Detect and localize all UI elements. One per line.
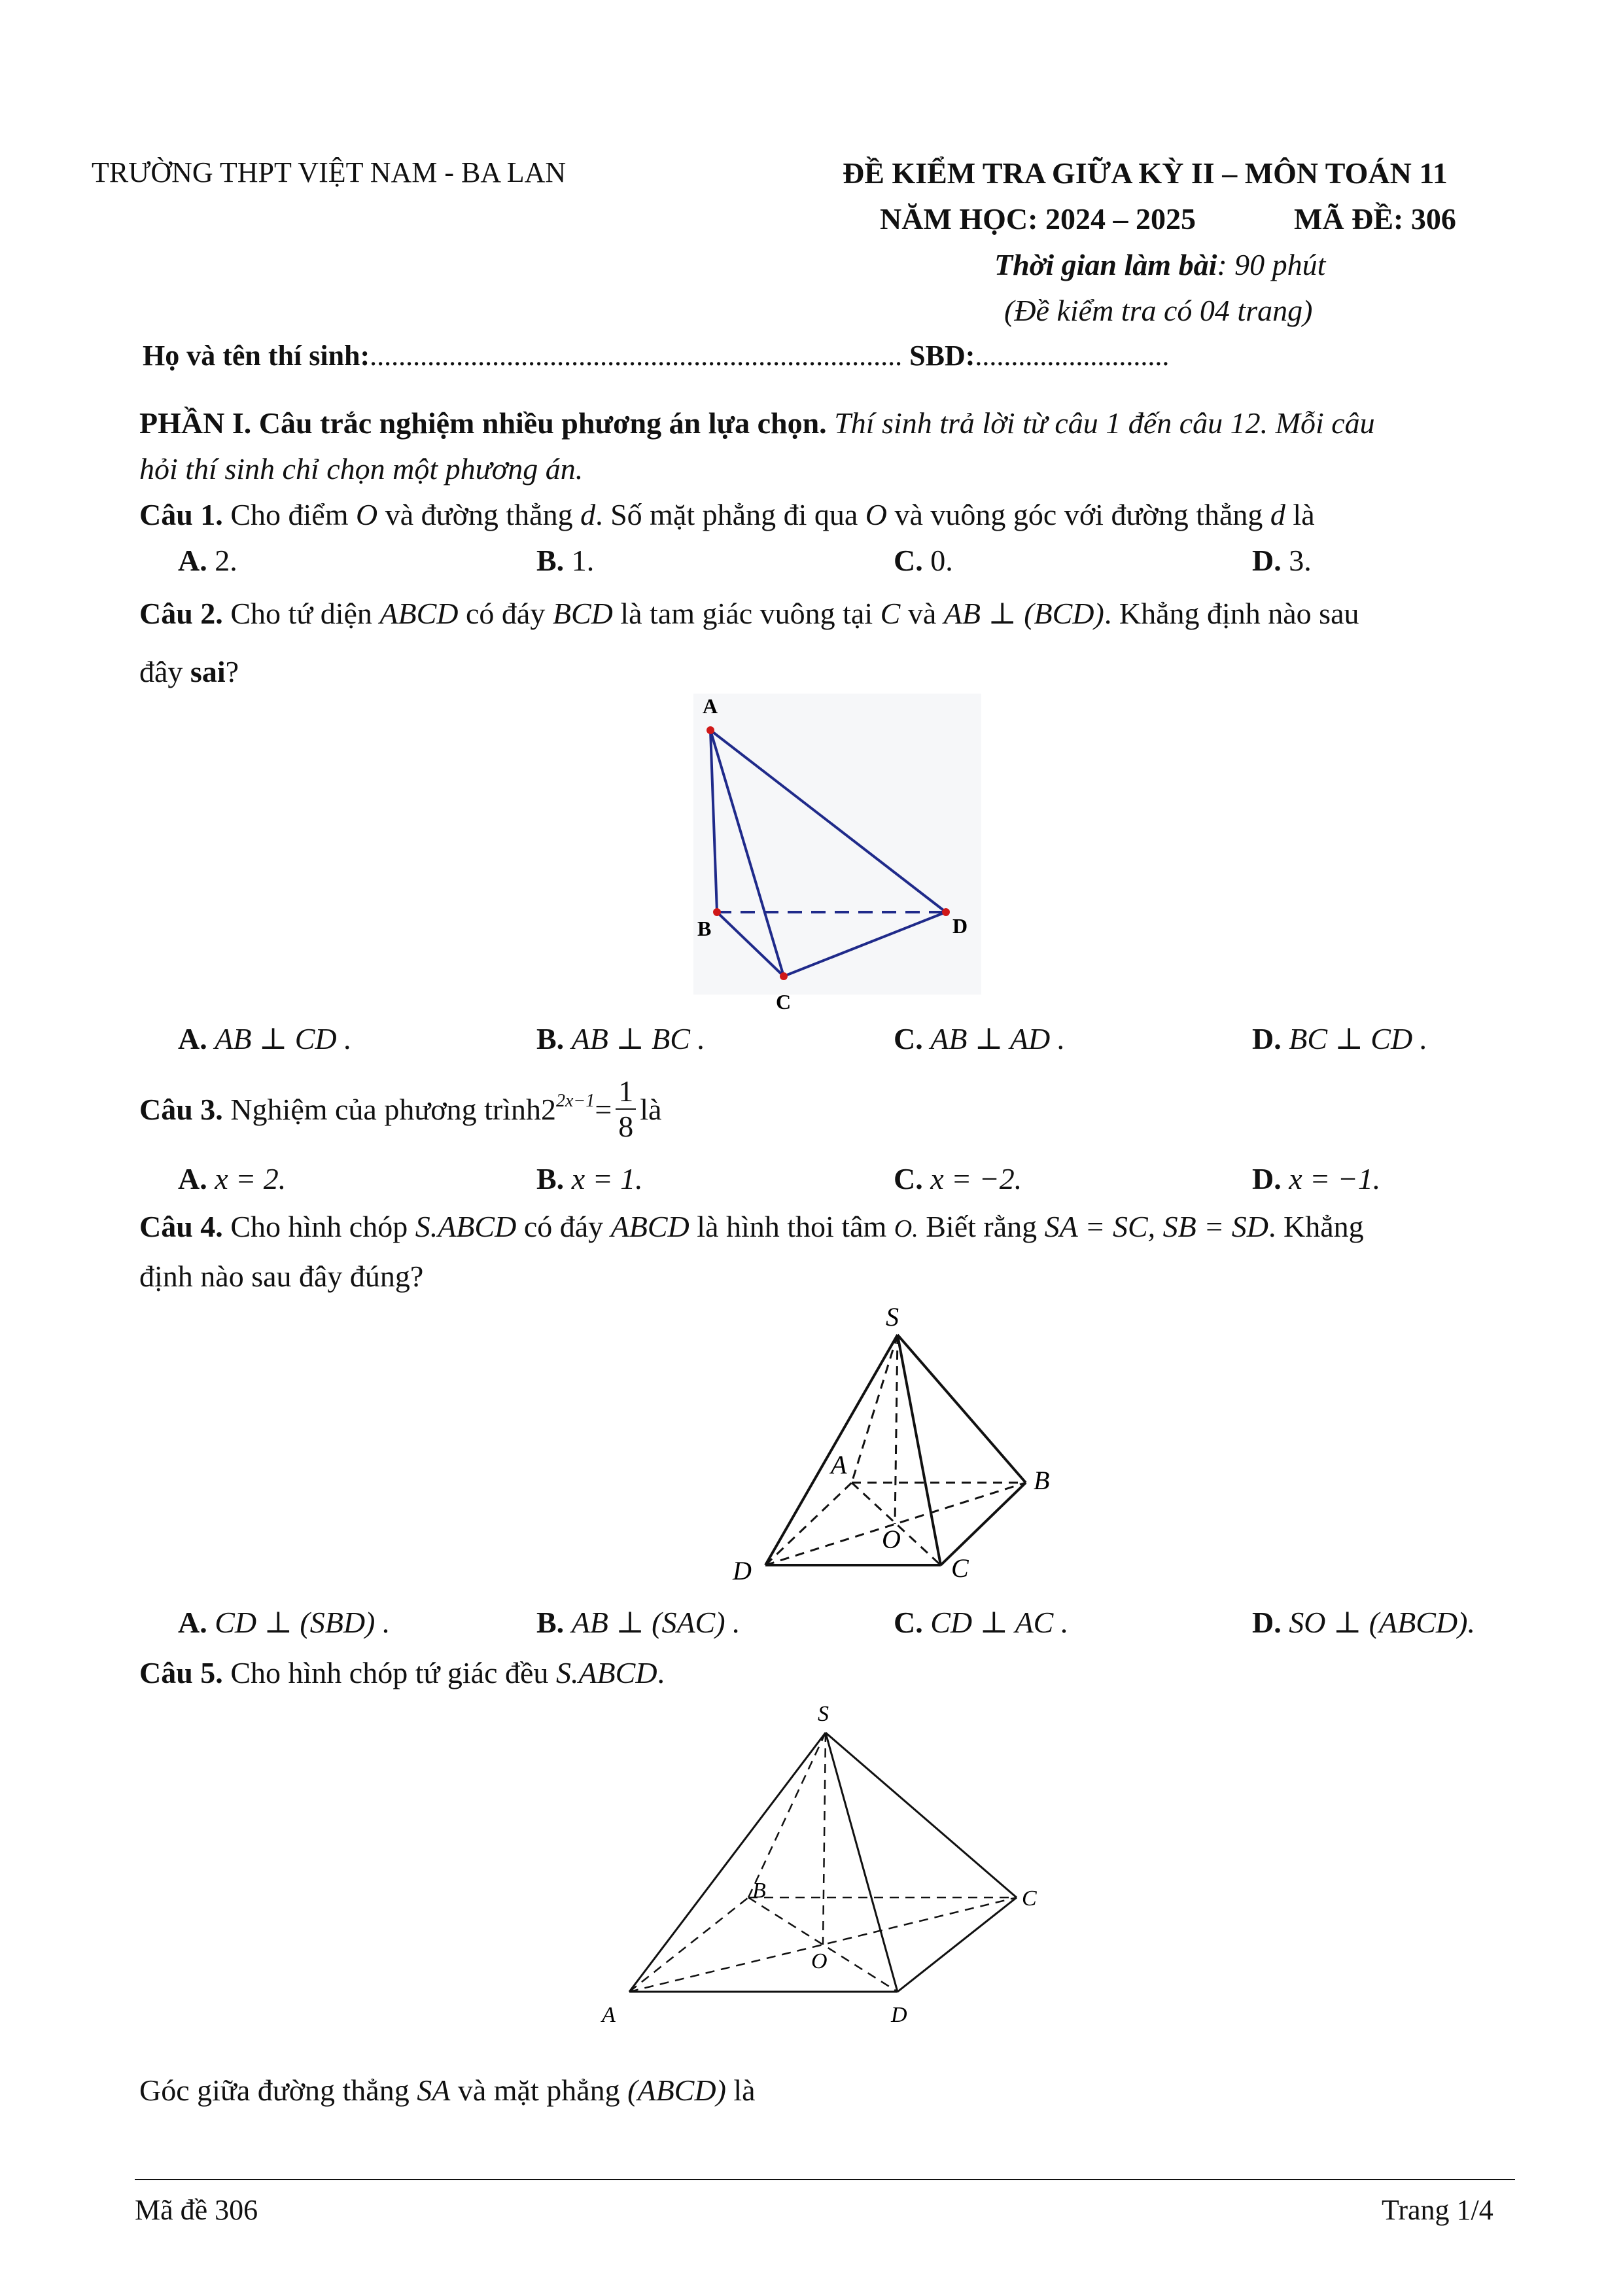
q4-text: Biết rằng [918, 1210, 1045, 1243]
q4-option-a[interactable] [178, 1604, 390, 1640]
edge-SC [826, 1733, 1017, 1898]
q5-text: Góc giữa đường thẳng [139, 2074, 417, 2107]
q4-pyramid-figure [720, 1302, 1086, 1590]
sbd-dots: ........................... [975, 340, 1170, 372]
q5-text: . [657, 1656, 665, 1689]
exam-code: MÃ ĐỀ: 306 [1294, 202, 1456, 236]
q2-emphasis: sai [190, 655, 226, 688]
option-value: 0. [922, 544, 953, 577]
q2-text: . Khẳng định nào sau [1104, 597, 1359, 630]
option-value: 3. [1281, 544, 1312, 577]
q3-text: Nghiệm của phương trình [230, 1092, 541, 1126]
q3-denominator: 8 [618, 1110, 634, 1143]
question-1 [139, 497, 1315, 532]
q5-text: Cho hình chóp tứ giác đều [222, 1656, 556, 1689]
q2-option-b[interactable] [536, 1021, 705, 1056]
q4-text: . Khẳng [1268, 1210, 1364, 1243]
q2-relation: AB ⊥ (BCD) [943, 597, 1104, 630]
option-value: BC ⊥ CD . [1289, 1022, 1428, 1055]
q1-var: d [1270, 498, 1285, 531]
label-D: D [733, 1556, 752, 1585]
label-C: C [776, 990, 792, 1014]
edge-SO-hidden [895, 1335, 898, 1524]
option-value: SO ⊥ (ABCD). [1289, 1606, 1475, 1639]
label-O: O [882, 1525, 901, 1554]
figure-background [693, 694, 981, 995]
option-value: x = −1. [1289, 1162, 1381, 1195]
footer-code: Mã đề 306 [135, 2194, 258, 2226]
option-label: C. [894, 1162, 923, 1195]
q3-base: 2 [540, 1092, 556, 1126]
q4-var: O. [894, 1215, 918, 1243]
option-value: AB ⊥ AD . [930, 1022, 1066, 1055]
label-S: S [886, 1302, 899, 1332]
label-A: A [703, 694, 718, 718]
q2-text: đây [139, 655, 190, 688]
option-label: B. [536, 1606, 565, 1639]
q1-text: và vuông góc với đường thẳng [887, 498, 1270, 531]
q2-text: có đáy [458, 597, 553, 630]
q4-var: ABCD [610, 1210, 689, 1243]
candidate-line [143, 339, 1169, 372]
option-label: D. [1252, 1022, 1282, 1055]
option-value: x = 2. [215, 1162, 287, 1195]
q1-option-a[interactable] [178, 543, 237, 578]
edge-SB-hidden [748, 1733, 826, 1898]
q4-label: Câu 4. [139, 1210, 223, 1243]
option-value: CD ⊥ AC . [930, 1606, 1069, 1639]
option-value: AB ⊥ CD . [215, 1022, 352, 1055]
part1-instruction: Thí sinh trả lời từ câu 1 đến câu 12. Mỗi câu [826, 406, 1375, 440]
exam-time [994, 247, 1325, 282]
point-D [942, 908, 950, 916]
option-label: B. [536, 544, 565, 577]
point-C [780, 972, 788, 980]
name-dots: .......................................................................... [370, 340, 903, 372]
footer-divider [135, 2179, 1515, 2180]
q3-fraction [616, 1074, 636, 1144]
label-A: A [602, 2003, 616, 2027]
q4-text: có đáy [516, 1210, 611, 1243]
part1-title-line [139, 406, 1375, 440]
q1-var: O [865, 498, 888, 531]
q3-numerator: 1 [616, 1074, 636, 1110]
q4-option-d[interactable] [1252, 1604, 1475, 1640]
q4-option-b[interactable] [536, 1604, 741, 1640]
q3-option-a[interactable] [178, 1161, 286, 1196]
q1-label: Câu 1. [139, 498, 223, 531]
q3-label: Câu 3. [139, 1092, 223, 1126]
exam-title: ĐỀ KIỂM TRA GIỮA KỲ II – MÔN TOÁN 11 [843, 156, 1448, 190]
q2-label: Câu 2. [139, 597, 223, 630]
question-4 [139, 1209, 1364, 1244]
q2-text: và [900, 597, 944, 630]
edge-SB [898, 1335, 1026, 1483]
option-label: B. [536, 1162, 565, 1195]
q3-exponent: 2x−1 [555, 1091, 595, 1111]
sbd-label: SBD: [909, 340, 975, 372]
q1-text: Cho điểm [222, 498, 356, 531]
option-label: A. [178, 1162, 207, 1195]
q2-text: ? [225, 655, 239, 688]
q2-var: ABCD [379, 597, 459, 630]
label-B: B [697, 917, 712, 940]
school-year: NĂM HỌC: 2024 – 2025 [880, 202, 1196, 236]
q1-text: . Số mặt phẳng đi qua [595, 498, 865, 531]
label-D: D [891, 2003, 907, 2027]
label-D: D [952, 914, 968, 938]
pages-note: (Đề kiểm tra có 04 trang) [1004, 294, 1313, 327]
q3-option-c[interactable] [894, 1161, 1022, 1196]
option-label: A. [178, 1022, 207, 1055]
q4-text: Cho hình chóp [222, 1210, 415, 1243]
edge-SA-hidden [852, 1335, 898, 1483]
option-label: A. [178, 1606, 207, 1639]
q1-text: là [1285, 498, 1315, 531]
question-3 [139, 1073, 661, 1145]
q3-text: là [640, 1092, 662, 1126]
q4-option-c[interactable] [894, 1604, 1068, 1640]
point-B [713, 908, 721, 916]
part1-title: PHẦN I. Câu trắc nghiệm nhiều phương án lựa chọn. [139, 406, 827, 440]
q3-option-d[interactable] [1252, 1161, 1380, 1196]
option-label: B. [536, 1022, 565, 1055]
q5-text: và mặt phẳng [450, 2074, 628, 2107]
q5-pyramid-figure [589, 1695, 1086, 2035]
part1-instruction-2: hỏi thí sinh chỉ chọn một phương án. [139, 452, 584, 486]
edge-SD [826, 1733, 898, 1992]
question-5 [139, 1655, 665, 1690]
q2-option-c[interactable] [894, 1021, 1065, 1056]
question-2-line-2 [139, 654, 239, 689]
school-name: TRƯỜNG THPT VIỆT NAM - BA LAN [92, 156, 567, 188]
q1-text: và đường thẳng [377, 498, 581, 531]
q4-var: S.ABCD [415, 1210, 517, 1243]
option-label: D. [1252, 544, 1282, 577]
q4-text: là hình thoi tâm [689, 1210, 894, 1243]
q5-label: Câu 5. [139, 1656, 223, 1689]
q5-text: là [725, 2074, 756, 2107]
option-label: C. [894, 1606, 923, 1639]
footer-page: Trang 1/4 [1382, 2194, 1493, 2226]
q2-text: Cho tứ diện [222, 597, 380, 630]
q5-var: SA [417, 2074, 451, 2107]
label-B: B [1034, 1466, 1050, 1495]
q2-var: BCD [552, 597, 613, 630]
label-A: A [831, 1450, 847, 1479]
option-value: x = −2. [930, 1162, 1022, 1195]
name-label: Họ và tên thí sinh: [143, 340, 370, 372]
question-4-line-2: định nào sau đây đúng? [139, 1260, 424, 1293]
label-C: C [951, 1553, 969, 1583]
q2-tetrahedron-figure [667, 687, 994, 1014]
time-label: Thời gian làm bài [994, 248, 1217, 281]
q3-equals: = [595, 1092, 612, 1126]
label-O: O [811, 1949, 828, 1973]
q1-option-d[interactable] [1252, 543, 1312, 578]
q2-text: là tam giác vuông tại [612, 597, 881, 630]
q1-option-c[interactable] [894, 543, 953, 578]
point-A [707, 726, 714, 734]
label-C: C [1022, 1886, 1037, 1911]
edge-SO-hidden [823, 1733, 826, 1945]
edge-SA [629, 1733, 826, 1992]
option-value: CD ⊥ (SBD) . [215, 1606, 391, 1639]
q2-option-a[interactable] [178, 1021, 352, 1056]
option-value: x = 1. [571, 1162, 643, 1195]
option-value: 1. [564, 544, 595, 577]
option-label: D. [1252, 1606, 1282, 1639]
q2-option-d[interactable] [1252, 1021, 1427, 1056]
question-2 [139, 595, 1359, 631]
option-label: A. [178, 544, 207, 577]
q1-option-b[interactable] [536, 543, 594, 578]
q3-option-b[interactable] [536, 1161, 643, 1196]
option-value: AB ⊥ (SAC) . [571, 1606, 741, 1639]
time-value: : 90 phút [1217, 248, 1326, 281]
q1-var: d [580, 498, 596, 531]
label-S: S [818, 1702, 829, 1726]
label-B: B [752, 1879, 766, 1903]
edge-DA-hidden [765, 1483, 852, 1565]
option-value: AB ⊥ BC . [571, 1022, 705, 1055]
q5-var: S.ABCD [555, 1656, 657, 1689]
q1-var: O [355, 498, 378, 531]
option-value: 2. [207, 544, 237, 577]
q2-var: C [880, 597, 901, 630]
q4-relation: SA = SC, SB = SD [1044, 1210, 1268, 1243]
q5-plane: (ABCD) [627, 2074, 726, 2107]
option-label: C. [894, 544, 923, 577]
option-label: D. [1252, 1162, 1282, 1195]
question-5-line-2 [139, 2073, 756, 2108]
option-label: C. [894, 1022, 923, 1055]
